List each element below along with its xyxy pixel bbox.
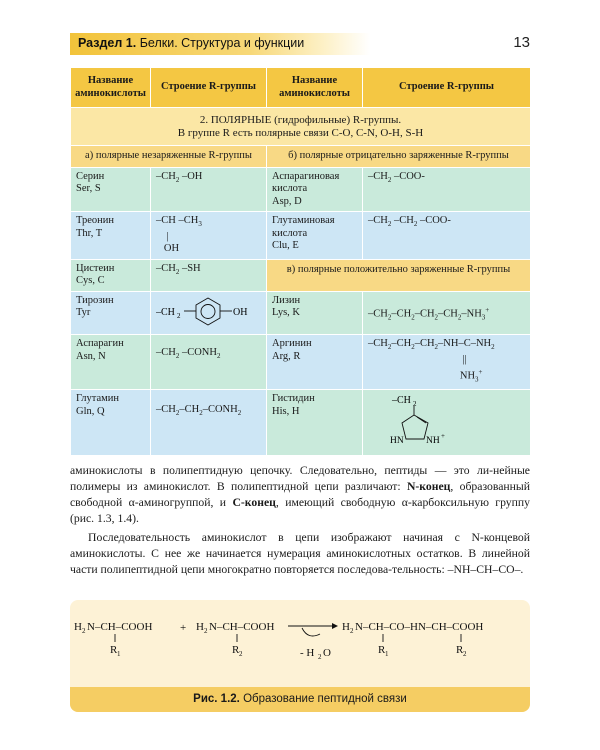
subgroup-a: а) полярные незаряженные R-группы	[71, 146, 267, 168]
svg-text:–CH: –CH	[392, 395, 411, 407]
formula-aspartic: $-CH_2$ –COO-	[363, 167, 531, 212]
table-row-name: Тирозин Tyr	[71, 291, 151, 335]
formula-lysine: $-CH_2-CH_2-CH_2-CH_2-NH_3^+$	[363, 291, 531, 335]
svg-text:2: 2	[177, 311, 181, 320]
svg-text:O: O	[323, 647, 331, 659]
formula-asparagine: $-CH_2$ $-CONH_2$	[151, 335, 267, 390]
svg-text:2: 2	[350, 627, 354, 635]
svg-text:2: 2	[204, 627, 208, 635]
table-row-name: Глутаминовая кислота Clu, E	[267, 212, 363, 260]
subgroup-c: в) полярные положительно заряженные R-группы	[267, 259, 531, 291]
formula-cysteine: $-CH_2$ –SH	[151, 259, 267, 291]
svg-text:N–CH–COOH: N–CH–COOH	[209, 621, 275, 633]
svg-text:H: H	[74, 621, 82, 633]
table-row-name: Аспарагин Asn, N	[71, 335, 151, 390]
svg-text:N–CH–COOH: N–CH–COOH	[87, 621, 153, 633]
svg-text:R: R	[456, 644, 464, 656]
formula-threonine: –CH $-CH_3$ | OH	[151, 212, 267, 260]
svg-text:N–CH–CO–HN–CH–COOH: N–CH–CO–HN–CH–COOH	[355, 621, 484, 633]
paragraph-2: Последовательность аминокислот в цепи изображают начиная с N-концевой аминокислоты. С нее же начинается нумерация аминокислотных остатков. В линейной части полипептидной цепи многократно повторяется последова-тельность: –NH–CH–CO–.	[70, 531, 530, 576]
svg-text:+: +	[180, 622, 187, 634]
formula-glutamic: $-CH_2$ $-CH_2$ –COO-	[363, 212, 531, 260]
formula-glutamine: $-CH_2-CH_2-CONH_2$	[151, 390, 267, 456]
svg-text:R: R	[232, 644, 240, 656]
svg-text:R: R	[110, 644, 118, 656]
svg-text:- H: - H	[300, 647, 315, 659]
section-title: Раздел 1. Белки. Структура и функции	[78, 36, 305, 50]
svg-text:2: 2	[239, 650, 243, 658]
col-header-name-2: Название аминокислоты	[267, 68, 363, 108]
svg-text:R: R	[378, 644, 386, 656]
svg-text:2: 2	[463, 650, 467, 658]
group-title: 2. ПОЛЯРНЫЕ (гидрофильные) R-группы. В группе R есть полярные связи С-О, С-N, О-Н, S-Н	[71, 108, 531, 146]
svg-text:+: +	[441, 432, 445, 441]
paragraph-1: аминокислоты в полипептидную цепочку. Следовательно, пептиды — это ли-нейные полимеры из аминокислот. В полипептидной цепи различают: N-конец, образованный свободной α-аминогруппой, и С-конец, имеющий свободную α-карбоксильную группу (рис. 1.3, 1.4).	[70, 464, 531, 525]
table-row-name: Глутамин Gln, Q	[71, 390, 151, 456]
table-row-name: Треонин Thr, T	[71, 212, 151, 260]
svg-text:–CH: –CH	[156, 306, 175, 318]
page-number: 13	[513, 34, 530, 51]
formula-histidine	[363, 390, 531, 456]
imidazole-structure	[368, 393, 478, 447]
svg-text:1: 1	[385, 650, 389, 658]
svg-text:HN: HN	[390, 436, 404, 447]
svg-text:OH: OH	[233, 306, 248, 318]
svg-text:NH: NH	[426, 436, 440, 447]
formula-arginine: $-CH_2-CH_2-CH_2-NH-C-NH_2$ || $NH_3^+$	[363, 335, 531, 390]
svg-text:H: H	[196, 621, 204, 633]
amino-acid-table	[70, 67, 531, 456]
table-row-name: Лизин Lys, K	[267, 291, 363, 335]
figure-peptide-bond	[70, 600, 530, 712]
svg-text:2: 2	[82, 627, 86, 635]
page-header	[70, 33, 530, 55]
svg-text:H: H	[342, 621, 350, 633]
svg-text:1: 1	[117, 650, 121, 658]
table-row-name: Гистидин His, H	[267, 390, 363, 456]
svg-text:2: 2	[318, 653, 322, 661]
figure-caption: Рис. 1.2. Образование пептидной связи	[70, 687, 530, 712]
subgroup-b: б) полярные отрицательно заряженные R-группы	[267, 146, 531, 168]
table-row-name: Аспарагиновая кислота Asp, D	[267, 167, 363, 212]
tyrosine-structure	[156, 295, 262, 327]
col-header-name-1: Название аминокислоты	[71, 68, 151, 108]
formula-tyrosine	[151, 291, 267, 335]
table-row-name: Серин Ser, S	[71, 167, 151, 212]
col-header-structure-1: Строение R-группы	[151, 68, 267, 108]
table-row-name: Аргинин Arg, R	[267, 335, 363, 390]
peptide-reaction-diagram	[70, 600, 530, 686]
formula-serine: $-CH_2$ –OH	[151, 167, 267, 212]
table-row-name: Цистеин Cys, C	[71, 259, 151, 291]
svg-text:2: 2	[413, 400, 417, 409]
col-header-structure-2: Строение R-группы	[363, 68, 531, 108]
